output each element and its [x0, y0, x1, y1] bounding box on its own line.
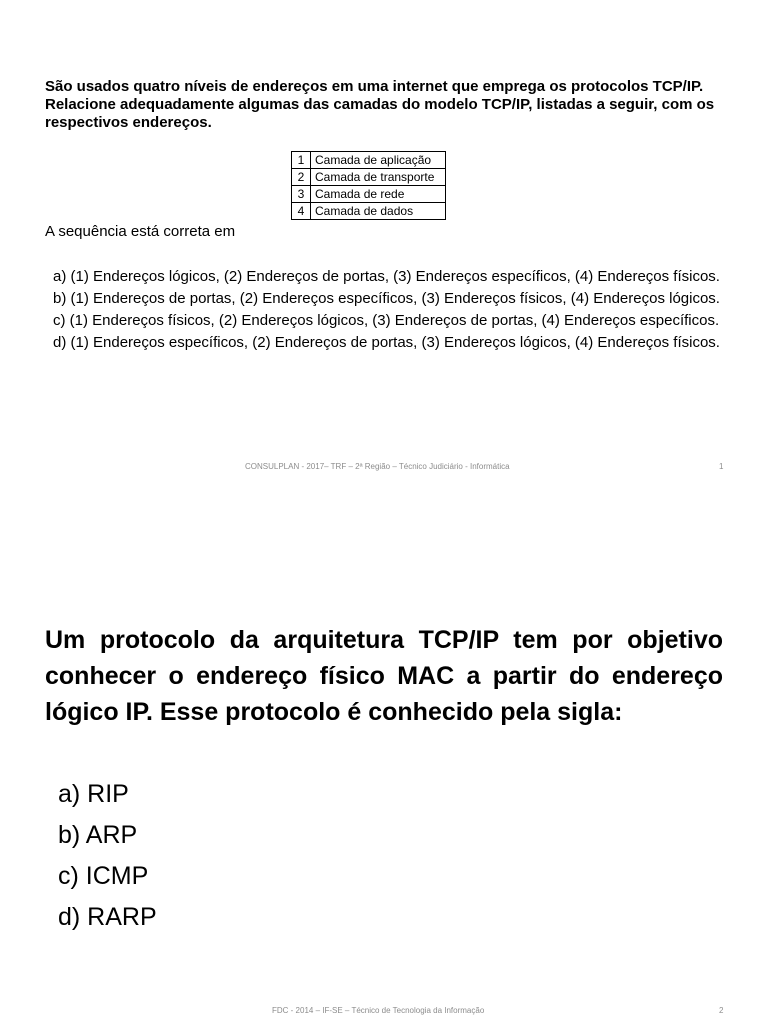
- page-number: 2: [719, 1006, 724, 1015]
- page-number: 1: [719, 462, 724, 471]
- table-row: [292, 203, 446, 220]
- slide-2: [0, 512, 768, 1024]
- option-d: d) (1) Endereços específicos, (2) Endereços de portas, (3) Endereços lógicos, (4) Endereços físicos.: [53, 334, 720, 351]
- table-row: [292, 152, 446, 169]
- prompt-text: A sequência está correta em: [45, 223, 236, 240]
- layer-name: Camada de transporte: [311, 169, 446, 186]
- layer-name: Camada de dados: [311, 203, 446, 220]
- option-a: a) (1) Endereços lógicos, (2) Endereços de portas, (3) Endereços específicos, (4) Endereços físicos.: [53, 268, 720, 285]
- question-text: Um protocolo da arquitetura TCP/IP tem por objetivo conhecer o endereço físico MAC a partir do endereço lógico IP. Esse protocolo é conhecido pela sigla:: [45, 626, 723, 726]
- row-number: 1: [292, 152, 311, 169]
- row-number: 4: [292, 203, 311, 220]
- footer-source: FDC - 2014 – IF-SE – Técnico de Tecnologia da Informação: [272, 1006, 485, 1015]
- answer-options: [58, 774, 157, 938]
- option-c: c) (1) Endereços físicos, (2) Endereços lógicos, (3) Endereços de portas, (4) Endereços específicos.: [53, 312, 720, 329]
- answer-options: [45, 268, 725, 356]
- footer-source: CONSULPLAN - 2017– TRF – 2ª Região – Técnico Judiciário - Informática: [245, 462, 510, 471]
- layers-table: [291, 151, 446, 220]
- row-number: 3: [292, 186, 311, 203]
- table-row: [292, 186, 446, 203]
- option-a: a) RIP: [58, 780, 129, 808]
- option-b: b) (1) Endereços de portas, (2) Endereços específicos, (3) Endereços físicos, (4) Endereços lógicos.: [53, 290, 720, 307]
- option-b: b) ARP: [58, 821, 138, 849]
- row-number: 2: [292, 169, 311, 186]
- question-text: São usados quatro níveis de endereços em uma internet que emprega os protocolos TCP/IP. Relacione adequadamente algumas das camadas do modelo TCP/IP, listadas a seguir, com os respectivos endereços.: [45, 78, 715, 131]
- option-c: c) ICMP: [58, 862, 149, 890]
- layer-name: Camada de aplicação: [311, 152, 446, 169]
- layer-name: Camada de rede: [311, 186, 446, 203]
- option-d: d) RARP: [58, 903, 157, 931]
- table-row: [292, 169, 446, 186]
